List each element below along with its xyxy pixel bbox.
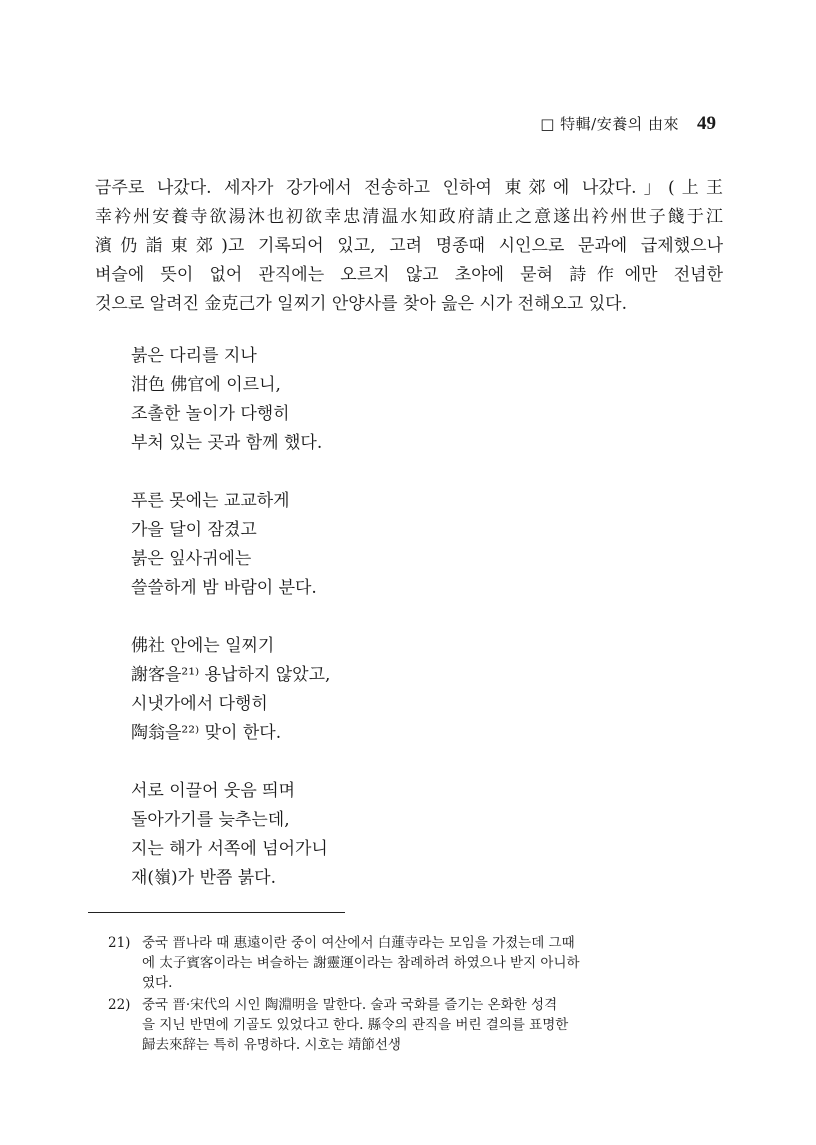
- page-number: 49: [697, 113, 716, 134]
- poem-stanza: [131, 342, 330, 458]
- poem-stanza: [131, 777, 330, 893]
- footnote-number: 22): [108, 997, 131, 1013]
- poem-line: 謝客을²¹⁾ 용납하지 않았고,: [131, 665, 331, 685]
- poem-line: 가을 달이 잠겼고: [131, 520, 257, 540]
- body-paragraph: [95, 174, 723, 319]
- poem-stanza: [131, 487, 330, 603]
- footnote-line: 歸去來辞는 특히 유명하다. 시호는 靖節선생: [142, 1037, 401, 1053]
- footnote-line: 중국 晋나라 때 惠遠이란 중이 여산에서 白蓮寺라는 모임을 가졌는데 그때: [142, 935, 575, 951]
- poem-line: 시냇가에서 다행히: [131, 694, 268, 714]
- footnote-line: 에 太子賓客이라는 벼슬하는 謝靈運이라는 참례하려 하였으나 받지 아니하: [142, 955, 580, 971]
- body-line: 것으로 알려진 金克己가 일찌기 안양사를 찾아 읊은 시가 전해오고 있다.: [95, 294, 628, 314]
- body-line: 벼슬에 뜻이 없어 관직에는 오르지 않고 초야에 묻혀 詩作에만 전념한: [95, 265, 723, 285]
- footnote-line: 중국 晋·宋代의 시인 陶淵明을 말한다. 술과 국화를 즐기는 온화한 성격: [142, 997, 558, 1013]
- poem-line: 泔色 佛官에 이르니,: [131, 375, 281, 395]
- poem-line: 붉은 다리를 지나: [131, 346, 257, 366]
- footnote-21: [108, 933, 714, 993]
- poem-line: 붉은 잎사귀에는: [131, 549, 252, 569]
- poem-line: 陶翁을²²⁾ 맞이 한다.: [131, 723, 282, 743]
- section-title: □ 特輯/安養의 由來: [540, 115, 679, 133]
- footnote-text: [142, 995, 714, 1055]
- poem-line: 쓸쓸하게 밤 바람이 분다.: [131, 578, 317, 598]
- poem-line: 푸른 못에는 교교하게: [131, 491, 290, 511]
- footnote-text: [142, 933, 714, 993]
- footnote-line: 였다.: [142, 975, 173, 991]
- poem-line: 부처 있는 곳과 함께 했다.: [131, 433, 323, 453]
- body-line: 幸衿州安養寺欲湯沐也初欲幸忠清温水知政府請止之意遂出衿州世子餞于江: [95, 207, 723, 227]
- poem-stanza: [131, 632, 330, 748]
- footnote-line: 을 지닌 반면에 기골도 있었다고 한다. 縣令의 관직을 버린 결의를 표명한: [142, 1017, 569, 1033]
- poem-line: 서로 이끌어 웃음 띄며: [131, 781, 296, 801]
- poem-line: 조촐한 놀이가 다행히: [131, 404, 290, 424]
- running-header: [540, 113, 716, 135]
- footnote-divider: [88, 912, 345, 913]
- poem: [131, 342, 330, 922]
- poem-line: 돌아가기를 늦추는데,: [131, 810, 290, 830]
- body-line: 濱仍詣東郊)고 기록되어 있고, 고려 명종때 시인으로 문과에 급제했으나: [95, 236, 723, 256]
- body-line: 금주로 나갔다. 세자가 강가에서 전송하고 인하여 東郊에 나갔다.」(上王: [95, 178, 723, 198]
- footnote-number: 21): [108, 935, 131, 951]
- poem-line: 佛社 안에는 일찌기: [131, 636, 275, 656]
- footnote-22: [108, 995, 714, 1055]
- poem-line: 재(嶺)가 반쯤 붉다.: [131, 868, 277, 888]
- poem-line: 지는 해가 서쪽에 넘어가니: [131, 839, 328, 859]
- footnotes: [108, 933, 714, 1057]
